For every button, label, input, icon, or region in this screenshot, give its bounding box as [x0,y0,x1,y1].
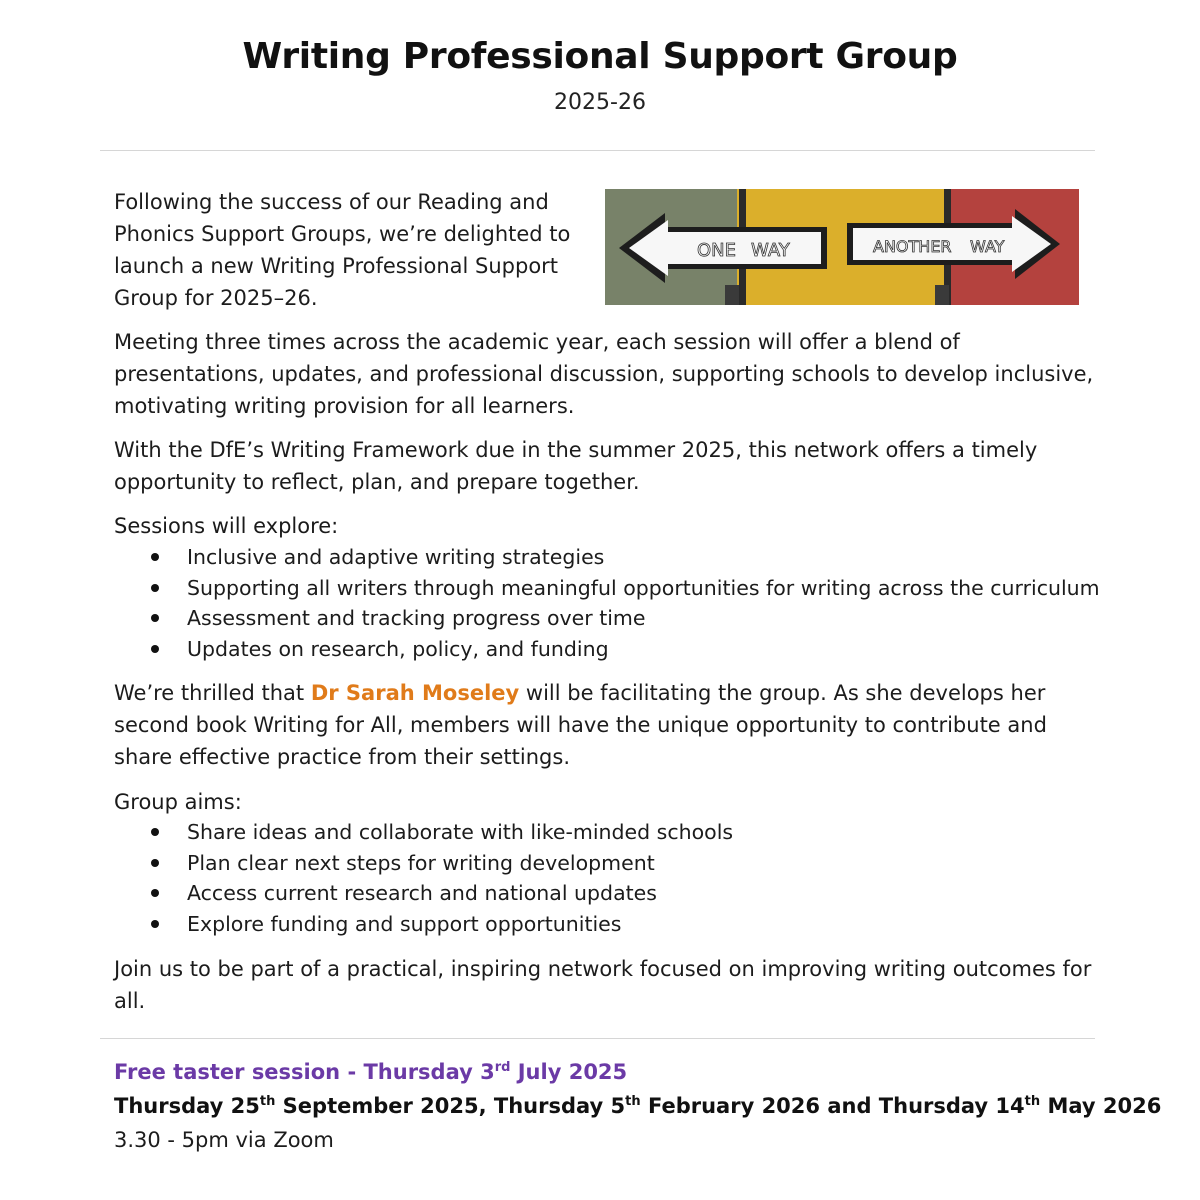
list-item [150,878,1110,909]
facilitator-text-after: will be facilitating the group. As she develops her second book Writing for All, members will have the unique opportunity to contribute and share effective practice from their settings. [114,681,1047,769]
meeting-paragraph: Meeting three times across the academic year, each session will offer a blend of presentations, updates, and professional discussion, supporting schools to develop inclusive, motivating writing provision for all learners. [114,330,1094,418]
facilitator-name: Dr Sarah Moseley [310,681,520,705]
list-item [150,603,1110,634]
bullet-icon [151,553,159,561]
date-2-ordinal: th [625,1094,641,1109]
page-title: Writing Professional Support Group [242,36,958,77]
list-item [150,542,1110,573]
date-3-rest: May 2026 [1040,1094,1162,1118]
aims-list [150,817,1110,940]
bullet-icon [151,584,159,592]
list-item [150,573,1110,604]
taster-session-line [114,1060,627,1084]
intro-paragraph: Following the success of our Reading and Phonics Support Groups, we’re delighted to launch a new Writing Professional Support Group for 2025–26. [114,190,571,310]
left-sign-word-2: WAY [751,240,790,261]
page-subtitle-year: 2025-26 [554,90,646,115]
sessions-list [150,542,1110,665]
taster-ordinal: rd [494,1060,511,1075]
session-time: 3.30 - 5pm via Zoom [114,1128,334,1152]
bullet-icon [151,859,159,867]
bullet-icon [151,614,159,622]
facilitator-paragraph [114,677,1094,773]
list-item [150,848,1110,879]
right-sign-word-2: WAY [970,237,1005,256]
taster-date-rest: July 2025 [510,1060,628,1084]
bullet-icon [151,889,159,897]
list-item-text: Plan clear next steps for writing development [187,850,655,875]
list-item [150,817,1110,848]
bullet-icon [151,645,159,653]
list-item-text: Supporting all writers through meaningful opportunities for writing across the curriculum [187,575,1100,600]
aims-lead: Group aims: [114,790,242,814]
list-item-text: Updates on research, policy, and funding [187,637,609,662]
session-dates-line [114,1094,1161,1118]
top-divider [100,150,1095,151]
facilitator-text-before: We’re thrilled that [114,681,311,705]
list-item-text: Access current research and national updates [187,881,657,906]
sessions-lead: Sessions will explore: [114,514,339,538]
date-1-ordinal: th [259,1094,276,1109]
direction-signs-image [605,189,1079,305]
list-item-text: Inclusive and adaptive writing strategies [187,545,605,569]
taster-text: Free taster session - Thursday 3 [114,1060,495,1084]
right-sign-word-1: ANOTHER [873,237,952,256]
list-item-text: Explore funding and support opportunities [187,912,622,937]
date-1: Thursday 25 [114,1094,260,1118]
list-item-text: Assessment and tracking progress over time [187,606,646,631]
framework-paragraph: With the DfE’s Writing Framework due in the summer 2025, this network offers a timely opportunity to reflect, plan, and prepare together. [114,438,1038,494]
bottom-divider [100,1038,1095,1039]
date-2-rest: February 2026 and Thursday 14 [640,1094,1025,1118]
date-1-rest: September 2025, Thursday 5 [275,1094,626,1118]
closing-paragraph: Join us to be part of a practical, inspiring network focused on improving writing outcomes for all. [114,957,1092,1013]
bullet-icon [151,920,159,928]
list-item-text: Share ideas and collaborate with like-minded schools [187,820,734,844]
bullet-icon [151,828,159,836]
date-3-ordinal: th [1024,1094,1041,1109]
left-sign-word-1: ONE [697,240,737,261]
list-item [150,634,1110,665]
list-item [150,909,1110,940]
